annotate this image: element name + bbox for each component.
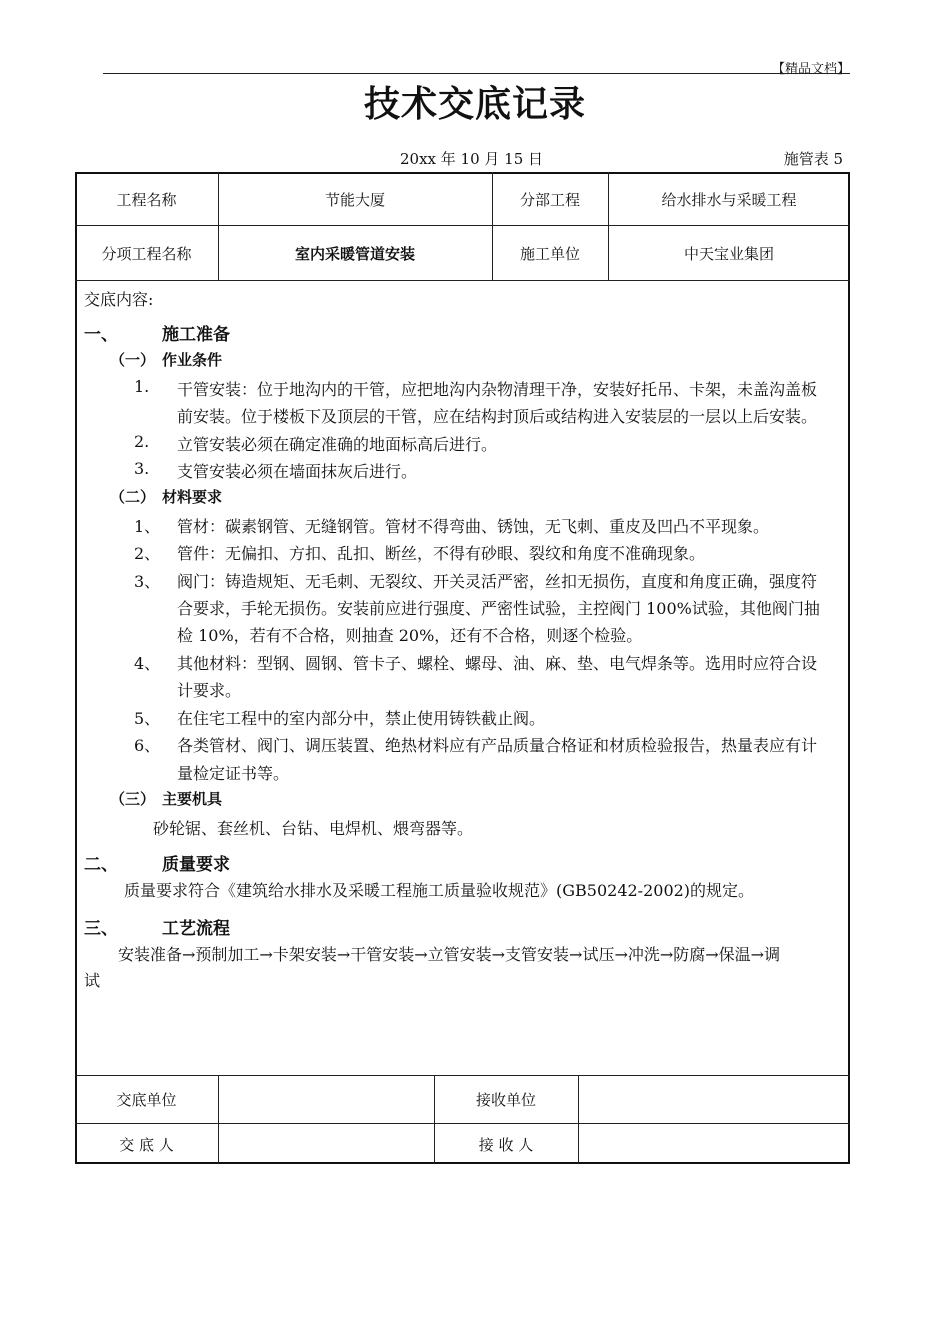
page-title: 技术交底记录 (363, 84, 586, 125)
receive-person-label: 接 收 人 (478, 1135, 534, 1154)
content-intro: 交底内容: (84, 290, 154, 309)
item-text: 阀门：铸造规矩、无毛刺、无裂纹、开关灵活严密，丝扣无损伤，直度和角度正确，强度符 (177, 572, 818, 591)
section-number: 一、 (84, 325, 118, 345)
handover-unit-value (218, 1076, 434, 1123)
receive-unit-label: 接收单位 (475, 1091, 536, 1109)
item-text: 立管安装必须在确定准确的地面标高后进行。 (177, 435, 498, 454)
item-text: 合要求，手轮无损伤。安装前应进行强度、严密性试验，主控阀门 100%试验，其他阀门抽 (177, 599, 820, 618)
subitem-name-value: 室内采暖管道安装 (294, 244, 415, 263)
item-text: 管材：碳素钢管、无缝钢管。管材不得弯曲、锈蚀，无飞刺、重皮及凹凸不平现象。 (177, 517, 770, 536)
section-title: 施工准备 (162, 325, 230, 345)
project-name-label: 工程名称 (116, 191, 177, 209)
division-label: 分部工程 (519, 191, 580, 209)
item-text: 其他材料：型钢、圆钢、管卡子、螺栓、螺母、油、麻、垫、电气焊条等。选用时应符合设 (177, 654, 818, 673)
section-title: 质量要求 (162, 855, 230, 875)
item-text: 各类管材、阀门、调压装置、绝热材料应有产品质量合格证和材质检验报告，热量表应有计 (177, 736, 818, 755)
item-text: 量检定证书等。 (177, 764, 290, 783)
division-value: 给水排水与采暖工程 (661, 191, 797, 209)
row-divider (75, 280, 850, 281)
item-number: 1、 (134, 517, 161, 536)
subitem-name-label: 分项工程名称 (101, 244, 192, 263)
handover-unit-label: 交底单位 (116, 1091, 177, 1109)
handover-person-value (218, 1124, 434, 1164)
process-text: 试 (84, 971, 101, 990)
item-number: 2. (134, 432, 150, 451)
item-text: 支管安装必须在墙面抹灰后进行。 (177, 462, 418, 481)
item-number: 1. (134, 377, 150, 396)
item-number: 5、 (134, 709, 161, 728)
section-title: 工艺流程 (162, 919, 230, 939)
receive-unit-value (578, 1076, 850, 1123)
subsection-number: （一） (110, 351, 156, 369)
item-text: 前安装。位于楼板下及顶层的干管，应在结构封顶后或结构进入安装层的一层以上后安装。 (177, 407, 818, 426)
item-text: 干管安装：位于地沟内的干管，应把地沟内杂物清理干净，安装好托吊、卡架，未盖沟盖板 (177, 380, 818, 399)
tools-text: 砂轮锯、套丝机、台钻、电焊机、煨弯器等。 (153, 819, 474, 838)
subsection-number: （二） (110, 488, 156, 506)
item-number: 6、 (134, 736, 161, 755)
handover-person-label: 交 底 人 (119, 1135, 174, 1154)
construction-unit-label: 施工单位 (519, 244, 580, 263)
section-number: 三、 (84, 919, 118, 939)
subsection-title: 材料要求 (162, 488, 223, 506)
item-number: 3、 (134, 572, 161, 591)
item-text: 管件：无偏扣、方扣、乱扣、断丝，不得有砂眼、裂纹和角度不准确现象。 (177, 544, 706, 563)
quality-text: 质量要求符合《建筑给水排水及采暖工程施工质量验收规范》(GB50242-2002)的规定。 (124, 881, 755, 900)
construction-unit-value: 中天宝业集团 (683, 244, 774, 263)
project-name-value: 节能大厦 (324, 191, 385, 209)
subsection-title: 主要机具 (162, 790, 223, 808)
record-date: 20xx 年 10 月 15 日 (400, 150, 544, 168)
header-tag: 【精品文档】 (771, 62, 850, 77)
receive-person-value (578, 1124, 850, 1164)
subsection-title: 作业条件 (162, 351, 223, 369)
header-rule (103, 73, 850, 74)
subsection-number: （三） (110, 790, 156, 808)
item-number: 3. (134, 459, 150, 478)
item-text: 检 10%，若有不合格，则抽查 20%，还有不合格，则逐个检验。 (177, 626, 643, 645)
item-number: 4、 (134, 654, 161, 673)
form-number: 施管表 5 (783, 150, 843, 168)
process-text: 安装准备→预制加工→卡架安装→干管安装→立管安装→支管安装→试压→冲洗→防腐→保温→调 (118, 945, 781, 964)
item-number: 2、 (134, 544, 161, 563)
item-text: 在住宅工程中的室内部分中，禁止使用铸铁截止阀。 (177, 709, 546, 728)
item-text: 计要求。 (177, 681, 242, 700)
section-number: 二、 (84, 855, 118, 875)
